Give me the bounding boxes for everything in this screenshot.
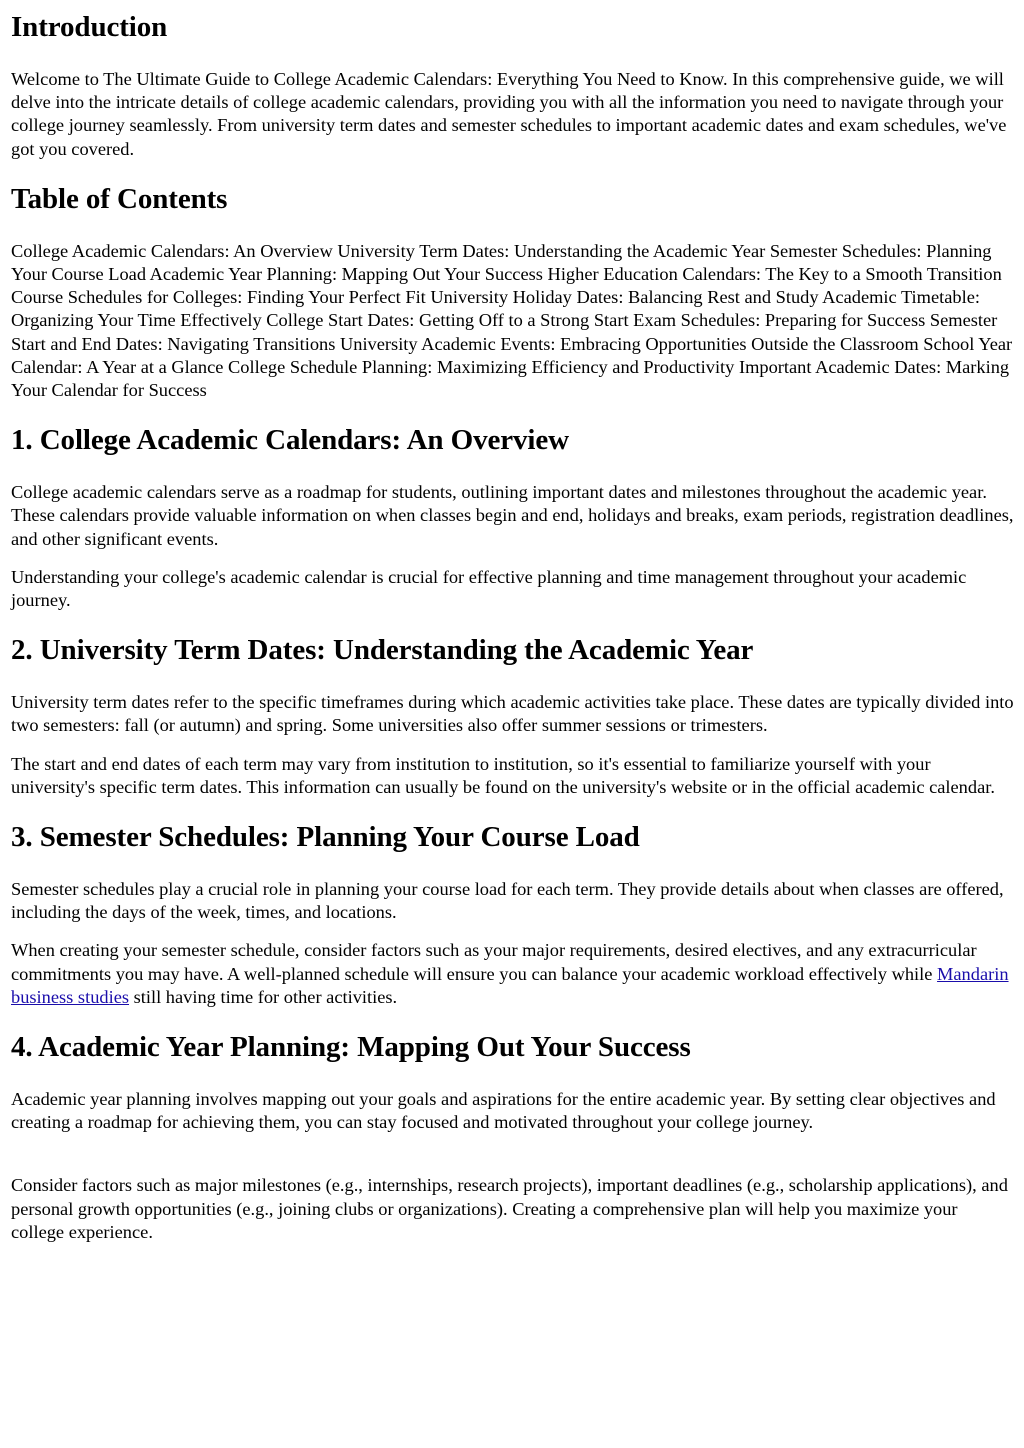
toc-text: College Academic Calendars: An Overview University Term Dates: Understanding the Academic Year Semester Schedules: Planning Your Course Load Academic Year Planning: Mapping Out Your Success Higher Education Calendars: The Key to a Smooth Transition Course Schedules for Colleges: Finding Your Perfect Fit University Holiday Dates: Balancing Rest and Study Academic Timetable: Organizing Your Time Effectively College Start Dates: Getting Off to a Strong Start Exam Schedules: Preparing for Success Semester Start and End Dates: Navigating Transitions University Academic Events: Embracing Opportunities Outside the Classroom School Year Calendar: A Year at a Glance College Schedule Planning: Maximizing Efficiency and Productivity Important Academic Dates: Marking Your Calendar for Success xyxy=(11,240,1013,401)
intro-heading: Introduction xyxy=(11,11,168,43)
section-1-heading: 1. College Academic Calendars: An Overview xyxy=(11,424,569,457)
section-2-paragraph-1: University term dates refer to the specific timeframes during which academic activities take place. These dates are typically divided into two semesters: fall (or autumn) and spring. Some universities also offer summer sessions or trimesters. xyxy=(11,692,1014,736)
mandarin-business-studies-link[interactable]: Mandarin business studies xyxy=(11,963,1009,1007)
section-3 xyxy=(11,818,1014,1009)
section-1-paragraph-2: Understanding your college's academic calendar is crucial for effective planning and time management throughout your academic journey. xyxy=(11,566,967,611)
section-3-paragraph-2-start: When creating your semester schedule, consider factors such as your major requirements, desired electives, and any extracurricular commitments you may have. A well-planned schedule will ensure you can balance your academic workload effectively while xyxy=(11,940,977,984)
section-3-paragraph-2-end: still having time for other activities. xyxy=(129,986,398,1007)
section-3-paragraph-2 xyxy=(11,939,1014,1009)
section-1-paragraph-1: College academic calendars serve as a roadmap for students, outlining important dates and milestones throughout the academic year. These calendars provide valuable information on when classes begin and end, holidays and breaks, exam periods, registration deadlines, and other significant events. xyxy=(11,482,1014,549)
section-4-heading: 4. Academic Year Planning: Mapping Out Your Success xyxy=(11,1031,691,1064)
section-2 xyxy=(11,631,1014,799)
toc-section xyxy=(11,180,1014,402)
section-3-heading: 3. Semester Schedules: Planning Your Course Load xyxy=(11,821,640,854)
toc-heading: Table of Contents xyxy=(11,182,228,215)
section-4-paragraph-1: Academic year planning involves mapping out your goals and aspirations for the entire academic year. By setting clear objectives and creating a roadmap for achieving them, you can stay focused and motivated throughout your college journey. xyxy=(11,1089,996,1133)
section-2-paragraph-2: The start and end dates of each term may vary from institution to institution, so it's essential to familiarize yourself with your university's specific term dates. This information can usually be found on the university's website or in the official academic calendar. xyxy=(11,753,995,797)
section-1 xyxy=(11,421,1014,612)
section-4 xyxy=(11,1028,1014,1244)
intro-section xyxy=(11,8,1014,161)
intro-paragraph: Welcome to The Ultimate Guide to College Academic Calendars: Everything You Need to Know. In this comprehensive guide, we will delve into the intricate details of college academic calendars, providing you with all the information you need to navigate through your college journey seamlessly. From university term dates and semester schedules to important academic dates and exam schedules, we've got you covered. xyxy=(11,69,1007,159)
section-3-paragraph-1: Semester schedules play a crucial role in planning your course load for each term. They provide details about when classes are offered, including the days of the week, times, and locations. xyxy=(11,879,1004,923)
section-4-paragraph-2: Consider factors such as major milestones (e.g., internships, research projects), important deadlines (e.g., scholarship applications), and personal growth opportunities (e.g., joining clubs or organizations). Creating a comprehensive plan will help you maximize your college experience. xyxy=(11,1175,1008,1242)
section-2-heading: 2. University Term Dates: Understanding the Academic Year xyxy=(11,634,754,667)
